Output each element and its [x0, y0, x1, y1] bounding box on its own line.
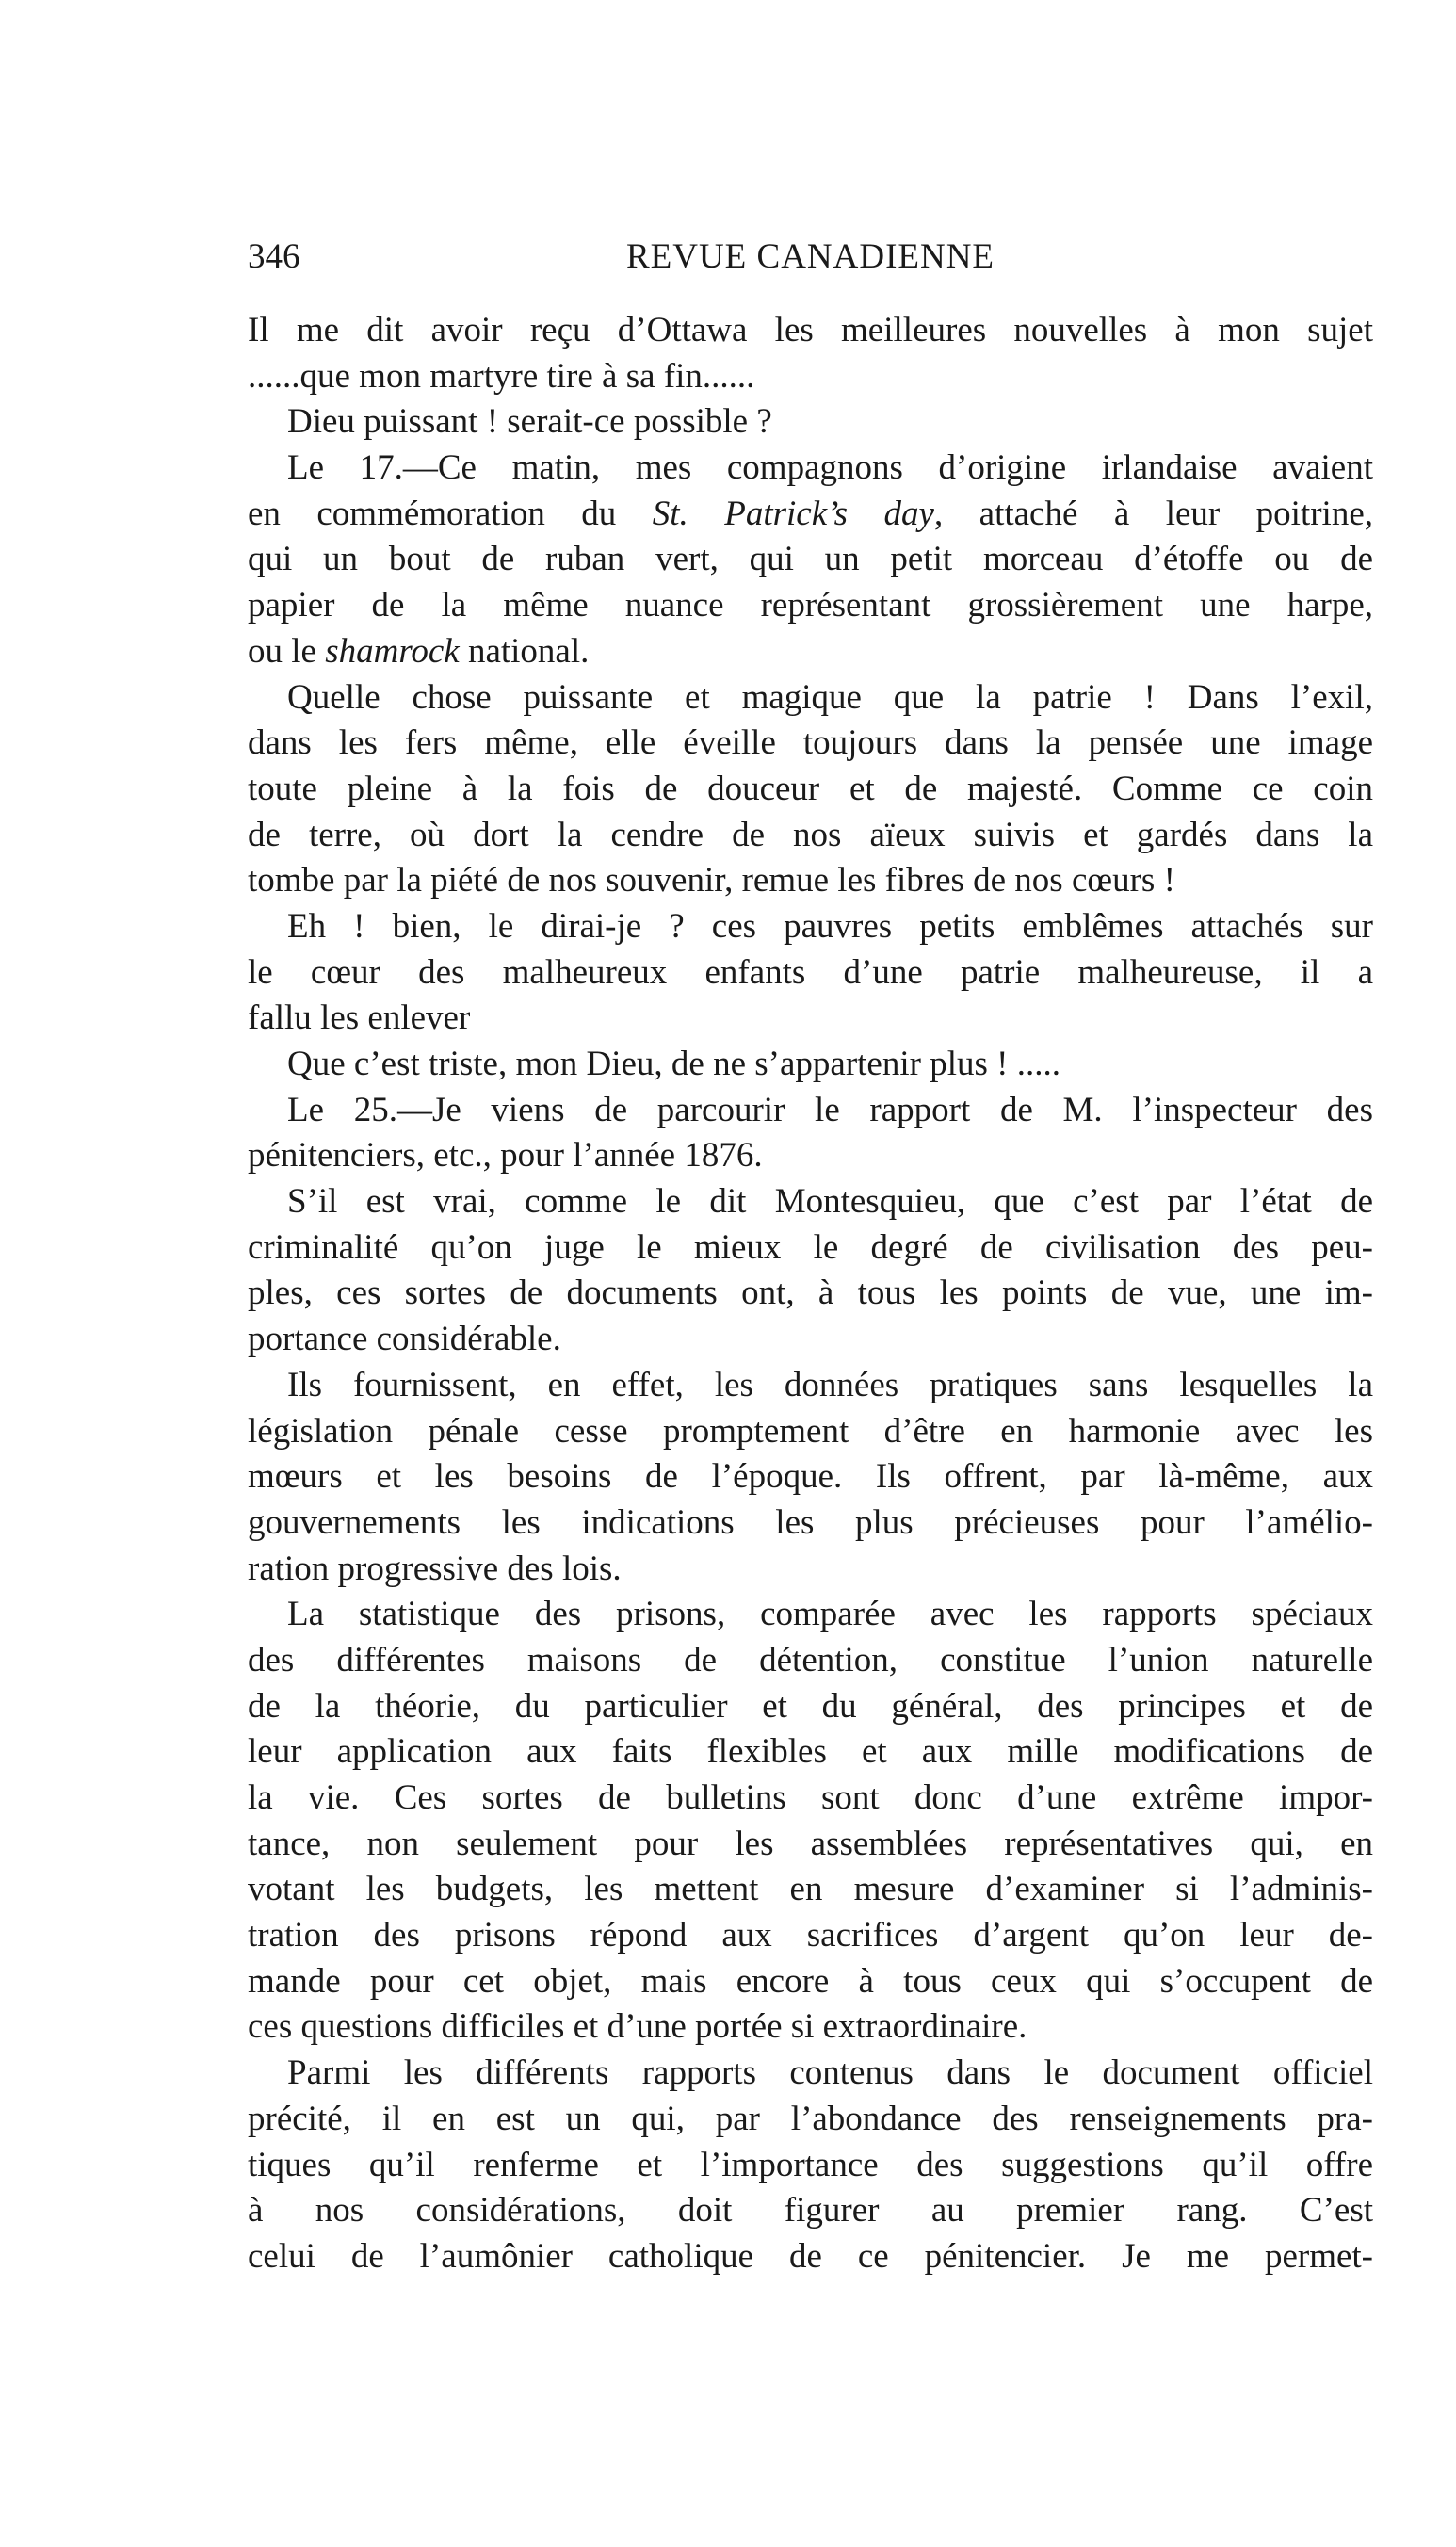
running-head [248, 234, 1373, 281]
text-line [248, 1684, 1373, 1730]
text-line [248, 2051, 1373, 2097]
text-line [248, 904, 1373, 950]
text-line [248, 1454, 1373, 1501]
text-segment: national. [459, 631, 590, 671]
text-segment: leur application aux faits flexibles et aux mille modifications de [248, 1732, 1373, 1772]
text-line [248, 950, 1373, 997]
text-line [248, 813, 1373, 859]
text-segment: toute pleine à la fois de douceur et de majesté. Comme ce coin [248, 769, 1373, 808]
text-line [248, 767, 1373, 813]
text-segment: Que c’est triste, mon Dieu, de ne s’appartenir plus ! ..... [287, 1045, 1060, 1083]
text-segment: tration des prisons répond aux sacrifices d’argent qu’on leur de- [248, 1916, 1373, 1955]
text-segment: Parmi les différents rapports contenus dans le document officiel [287, 2053, 1373, 2093]
text-segment: ......que mon martyre tire à sa fin...... [248, 356, 755, 396]
italic-text: St. Patrick’s day [652, 494, 934, 533]
text-line [248, 2097, 1373, 2143]
text-segment: Dieu puissant ! serait-ce possible ? [287, 402, 772, 442]
text-segment: ration progressive des lois. [248, 1549, 622, 1588]
text-segment: portance considérable. [248, 1320, 561, 1359]
text-segment: gouvernements les indications les plus précieuses pour l’amélio- [248, 1502, 1373, 1542]
text-line [248, 996, 1373, 1042]
text-line [248, 308, 1373, 354]
text-line [248, 1501, 1373, 1547]
text-segment: la vie. Ces sortes de bulletins sont donc d’une extrême impor- [248, 1778, 1373, 1817]
text-line [248, 1225, 1373, 1272]
text-line [248, 1592, 1373, 1638]
text-line [248, 1547, 1373, 1593]
text-segment: Il me dit avoir reçu d’Ottawa les meilleures nouvelles à mon sujet [248, 311, 1373, 349]
text-line [248, 537, 1373, 583]
text-segment: le cœur des malheureux enfants d’une patrie malheureuse, il a [248, 952, 1373, 992]
text-segment: criminalité qu’on juge le mieux le degré de civilisation des peu- [248, 1227, 1373, 1267]
text-line [248, 1638, 1373, 1684]
italic-text: shamrock [325, 631, 460, 671]
text-line [248, 354, 1373, 400]
text-segment: Eh ! bien, le dirai-je ? ces pauvres petits emblêmes attachés sur [287, 906, 1373, 946]
text-segment: S’il est vrai, comme le dit Montesquieu, que c’est par l’état de [287, 1182, 1373, 1222]
text-segment: Le 17.—Ce matin, mes compagnons d’origine irlandaise avaient [287, 448, 1373, 488]
text-segment: pénitenciers, etc., pour l’année 1876. [248, 1136, 763, 1176]
text-segment: , attaché à leur poitrine, [933, 494, 1374, 533]
text-segment: mande pour cet objet, mais encore à tous ceux qui s’occupent de [248, 1961, 1373, 2001]
text-segment: votant les budgets, les mettent en mesure d’examiner si l’adminis- [248, 1870, 1373, 1909]
text-line [248, 1317, 1373, 1363]
text-line [248, 2188, 1373, 2234]
running-title: REVUE CANADIENNE [625, 237, 995, 276]
text-line [248, 2004, 1373, 2051]
text-segment: à nos considérations, doit figurer au premier rang. C’est [248, 2191, 1373, 2231]
text-line [248, 1776, 1373, 1822]
text-segment: en commémoration du [248, 494, 653, 533]
text-line [248, 1913, 1373, 1959]
text-segment: Le 25.—Je viens de parcourir le rapport de M. l’inspecteur des [287, 1090, 1373, 1129]
text-segment: Quelle chose puissante et magique que la patrie ! Dans l’exil, [287, 677, 1373, 717]
text-segment: de terre, où dort la cendre de nos aïeux suivis et gardés dans la [248, 815, 1373, 854]
text-line [248, 446, 1373, 492]
text-line [248, 1363, 1373, 1409]
text-line [248, 1133, 1373, 1179]
text-segment: qui un bout de ruban vert, qui un petit morceau d’étoffe ou de [248, 540, 1373, 579]
text-line [248, 721, 1373, 767]
text-segment: des différentes maisons de détention, constitue l’union naturelle [248, 1640, 1373, 1679]
text-segment: tance, non seulement pour les assemblées représentatives qui, en [248, 1824, 1373, 1863]
text-line [248, 399, 1373, 446]
page-number: 346 [248, 237, 300, 276]
text-line [248, 1042, 1373, 1088]
text-segment: ces questions difficiles et d’une portée si extraordinaire. [248, 2007, 1027, 2047]
text-line [248, 1959, 1373, 2005]
text-segment: tombe par la piété de nos souvenir, remue les fibres de nos cœurs ! [248, 861, 1175, 900]
text-segment: ples, ces sortes de documents ont, à tous les points de vue, une im- [248, 1274, 1373, 1313]
text-segment: Ils fournissent, en effet, les données pratiques sans lesquelles la [287, 1365, 1373, 1404]
text-line [248, 1088, 1373, 1134]
text-segment: La statistique des prisons, comparée avec les rapports spéciaux [287, 1595, 1373, 1634]
text-line [248, 492, 1373, 538]
text-segment: dans les fers même, elle éveille toujours dans la pensée une image [248, 723, 1373, 763]
text-line [248, 2234, 1373, 2280]
text-line [248, 1867, 1373, 1913]
text-line [248, 1271, 1373, 1317]
text-segment: tiques qu’il renferme et l’importance des suggestions qu’il offre [248, 2145, 1373, 2184]
text-line [248, 629, 1373, 675]
text-line [248, 1822, 1373, 1868]
text-line [248, 583, 1373, 629]
text-segment: ou le [248, 631, 326, 671]
text-line [248, 1729, 1373, 1776]
text-segment: mœurs et les besoins de l’époque. Ils offrent, par là-même, aux [248, 1457, 1373, 1497]
text-segment: de la théorie, du particulier et du général, des principes et de [248, 1686, 1373, 1726]
body-text [248, 308, 1373, 2280]
text-segment: précité, il en est un qui, par l’abondance des renseignements pra- [248, 2099, 1373, 2138]
text-line [248, 1179, 1373, 1225]
text-line [248, 2143, 1373, 2189]
text-line [248, 675, 1373, 722]
text-line [248, 1409, 1373, 1455]
text-line [248, 858, 1373, 904]
text-segment: fallu les enlever [248, 998, 471, 1038]
text-segment: législation pénale cesse promptement d’être en harmonie avec les [248, 1411, 1373, 1451]
text-segment: papier de la même nuance représentant grossièrement une harpe, [248, 586, 1373, 625]
text-segment: celui de l’aumônier catholique de ce pénitencier. Je me permet- [248, 2236, 1373, 2276]
